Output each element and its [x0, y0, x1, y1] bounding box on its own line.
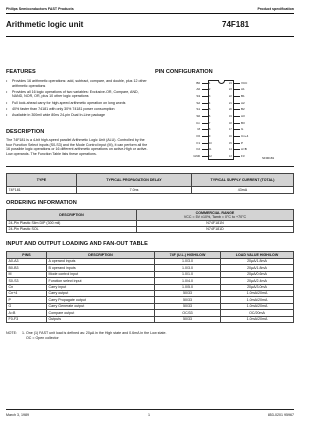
table-cell: 1.0mA/20mA [221, 290, 294, 296]
table-cell: 1.0/3.0 [155, 259, 221, 265]
delay-col-header: TYPICAL PROPAGATION DELAY [77, 174, 192, 187]
table-row [7, 187, 294, 194]
pin-lead [234, 109, 240, 110]
pin-number: 13 [229, 154, 232, 158]
pin-number: 4 [209, 101, 211, 105]
table-cell: 1.0mA/20mA [221, 316, 294, 322]
page-title: Arithmetic logic unit [6, 20, 84, 29]
table-cell: B operand inputs [47, 265, 155, 271]
feature-item: • Provides 16 arithmetic operations: add, subtract, compare, and double, plus 12 other arithmetic operations [6, 79, 149, 88]
pin-lead [202, 101, 211, 105]
pin-number: 5 [209, 108, 211, 112]
pin-lead [234, 96, 240, 97]
ordering-desc-header: DESCRIPTION [7, 210, 137, 221]
loading-table [6, 251, 294, 323]
table-cell: 1.0/4.0 [155, 278, 221, 284]
pin-lead [234, 129, 240, 130]
range-condition: VCC = 5V ±10%, Tamb = 0°C to +70°C [183, 215, 247, 219]
notes [22, 331, 292, 340]
pin-label: S1 [196, 107, 200, 112]
table-cell: S0-S3 [7, 278, 47, 284]
note-label: NOTE: [6, 331, 17, 335]
table-cell: 74F181 [7, 187, 77, 194]
header-company: Philips Semiconductors FAST Products [6, 7, 74, 11]
table-cell: Cn [7, 284, 47, 290]
pin-number: 2 [209, 88, 211, 92]
table-cell: 20µA/3.0mA [221, 284, 294, 290]
footer-date: March 3, 1989 [6, 413, 29, 417]
current-col-header: TYPICAL SUPPLY CURRENT (TOTAL) [192, 174, 294, 187]
pin-label: Cn [196, 120, 200, 125]
ic-notch [218, 80, 225, 84]
pin-label: F1 [196, 140, 200, 145]
table-cell: 50/33 [155, 297, 221, 303]
table-cell: P [7, 297, 47, 303]
table-cell: OC/33 [155, 310, 221, 316]
table-cell: 20µA/0.6mA [221, 271, 294, 277]
pin-number: 18 [229, 121, 232, 125]
pin-lead [202, 143, 208, 144]
table-cell: B0-B3 [7, 265, 47, 271]
pin-lead [202, 121, 211, 125]
pin-label: P [241, 140, 244, 145]
load-col-header: LOAD VALUE HIGH/LOW [221, 252, 294, 259]
pin-lead [234, 156, 240, 157]
table-cell: 1.0mA/20mA [221, 303, 294, 309]
table-cell: 1.0mA/20mA [221, 297, 294, 303]
pin-number: 22 [229, 94, 232, 98]
pin-lead [202, 108, 211, 112]
pin-config-heading: PIN CONFIGURATION [155, 69, 213, 75]
pin-number: 3 [209, 94, 211, 98]
pin-number: 19 [229, 114, 232, 118]
range-title: COMMERCIAL RANGE [195, 210, 235, 215]
footer-rule [6, 409, 294, 410]
pin-label: M [197, 127, 200, 132]
description-text: The 74F181 is a 4-bit high-speed parallel Arithmetic Logic Unit (ALU). Controlled by the four Function Select inputs (S0-S3) and the Mode Control input (M), it can perform all the 16 possible logic operations or 16 different arithmetic operations on active-High or active-Low operands. The Function Table lists these operations. [6, 138, 148, 156]
pin-label: F0 [196, 133, 200, 138]
table-cell: N74F181N [137, 221, 294, 227]
pin-lead [202, 128, 211, 132]
pin-number: 23 [229, 88, 232, 92]
pin-number: 24 [229, 81, 232, 85]
pin-label: A3 [241, 113, 245, 118]
ordering-table [6, 209, 294, 233]
pin-number: 8 [209, 128, 211, 132]
pin-lead [202, 88, 211, 92]
pins-col-header: PINS [7, 252, 47, 259]
features-heading: FEATURES [6, 69, 36, 75]
note-item: 1. One (1) FAST unit load is defined as: 20µA in the High state and 0.6mA in the Low state. [22, 331, 167, 335]
feature-item: • 40% faster than 74181 with only 30% 74181 power consumption [6, 107, 149, 112]
table-cell: N74F181D [137, 227, 294, 233]
pin-label: B1 [241, 93, 245, 98]
pin-lead [234, 143, 240, 144]
feature-item: • Available in 300mil wide 80ns 24-pin Dual In-Line package [6, 113, 149, 118]
pin-label: F2 [196, 147, 200, 152]
section-rule [6, 166, 294, 167]
pin-number: 1 [209, 81, 211, 85]
loading-table-body [7, 259, 294, 323]
pin-label: VCC [241, 80, 248, 85]
table-cell: Carry Propagate output [47, 297, 155, 303]
ordering-heading: ORDERING INFORMATION [6, 200, 77, 206]
table-cell: 20µA/2.4mA [221, 278, 294, 284]
table-cell: 7.0ns [77, 187, 192, 194]
ul-col-header: 74F (U.L.) HIGH/LOW [155, 252, 221, 259]
table-cell: G [7, 303, 47, 309]
table-cell: 1.0/3.0 [155, 265, 221, 271]
pin-number: 7 [209, 121, 211, 125]
table-cell: 24-Pin Plastic Slim DIP (300 mil) [7, 221, 137, 227]
table-cell: F0-F3 [7, 316, 47, 322]
footer-page: 1 [148, 413, 150, 417]
pin-lead [234, 149, 240, 150]
type-table [6, 173, 294, 194]
table-cell: Carry input [47, 284, 155, 290]
pin-lead [202, 114, 211, 118]
pin-label: Cn+4 [241, 133, 249, 138]
table-cell: Carry Generate output [47, 303, 155, 309]
pin-lead [234, 83, 240, 84]
pin-label: B2 [241, 107, 245, 112]
table-cell: 1.0/1.0 [155, 271, 221, 277]
pin-label: G [241, 127, 244, 132]
pin-label: A2 [241, 100, 245, 105]
pin-label: A1 [241, 87, 245, 92]
pin-label: S0 [196, 113, 200, 118]
loading-heading: INPUT AND OUTPUT LOADING AND FAN-OUT TABLE [6, 241, 148, 247]
footer-code: 853-0201 95967 [267, 413, 294, 417]
type-col-header: TYPE [7, 174, 77, 187]
pin-number: 12 [209, 154, 212, 158]
description-heading: DESCRIPTION [6, 129, 45, 135]
pin-lead [202, 94, 211, 98]
features-list [6, 79, 149, 118]
pin-number: 14 [229, 148, 232, 152]
table-cell: A operand inputs [47, 259, 155, 265]
pin-number: 6 [209, 114, 211, 118]
header-spec-type: Product specification [257, 7, 294, 11]
pin-lead [202, 134, 211, 138]
table-cell: 43mA [192, 187, 294, 194]
table-cell: A0-A3 [7, 259, 47, 265]
table-cell: 20µA/1.8mA [221, 259, 294, 265]
table-cell: Compare output [47, 310, 155, 316]
table-cell: Function select input [47, 278, 155, 284]
pin-lead [234, 136, 240, 137]
pin-number: 11 [209, 148, 212, 152]
table-cell: Carry output [47, 290, 155, 296]
pin-number: 10 [209, 141, 212, 145]
pin-label: B0 [196, 80, 200, 85]
pin-label: A0 [196, 87, 200, 92]
table-cell: Mode control input [47, 271, 155, 277]
pin-number: 15 [229, 141, 232, 145]
feature-item: • Full look-ahead carry for high-speed arithmetic operation on long words [6, 101, 149, 106]
pin-lead [202, 149, 208, 150]
feature-item: • Provides all 16 logic operations of two variables: Exclusive-OR, Compare, AND, NAND, NOR, OR, plus 10 other logic operations [6, 90, 149, 99]
pin-label: S2 [196, 100, 200, 105]
table-cell: 50/33 [155, 303, 221, 309]
table-cell: Outputs [47, 316, 155, 322]
pin-lead [202, 156, 208, 157]
pin-label: S3 [196, 93, 200, 98]
desc-col-header: DESCRIPTION [47, 252, 155, 259]
table-cell: 24-Pin Plastic SOL [7, 227, 137, 233]
pin-lead [234, 103, 240, 104]
part-number: 74F181 [222, 20, 250, 29]
pin-number: 9 [209, 134, 211, 138]
table-cell: Cn+4 [7, 290, 47, 296]
table-cell: OC/20mA [221, 310, 294, 316]
table-cell: 50/33 [155, 316, 221, 322]
pin-lead [234, 89, 240, 90]
pin-lead [234, 116, 240, 117]
pin-label: F3 [241, 153, 245, 158]
note-item: OC = Open collector [26, 335, 59, 340]
table-row [7, 316, 294, 322]
pin-number: 20 [229, 108, 232, 112]
pin-label: B3 [241, 120, 245, 125]
pin-diagram [188, 80, 254, 160]
pin-label: GND [193, 153, 200, 158]
pin-ref-code: SF00181 [262, 156, 275, 160]
table-row [7, 227, 294, 233]
pin-number: 16 [229, 134, 232, 138]
pin-lead [234, 123, 240, 124]
ordering-range-header [137, 210, 294, 221]
pin-lead [202, 81, 211, 85]
header-rule [6, 13, 294, 14]
table-cell: 50/33 [155, 290, 221, 296]
table-cell: 1.0/5.0 [155, 284, 221, 290]
pin-label: A=B [241, 147, 247, 152]
table-cell: M [7, 271, 47, 277]
pin-number: 21 [229, 101, 232, 105]
table-cell: A=B [7, 310, 47, 316]
title-rule [6, 36, 294, 37]
pin-number: 17 [229, 128, 232, 132]
table-cell: 20µA/1.8mA [221, 265, 294, 271]
